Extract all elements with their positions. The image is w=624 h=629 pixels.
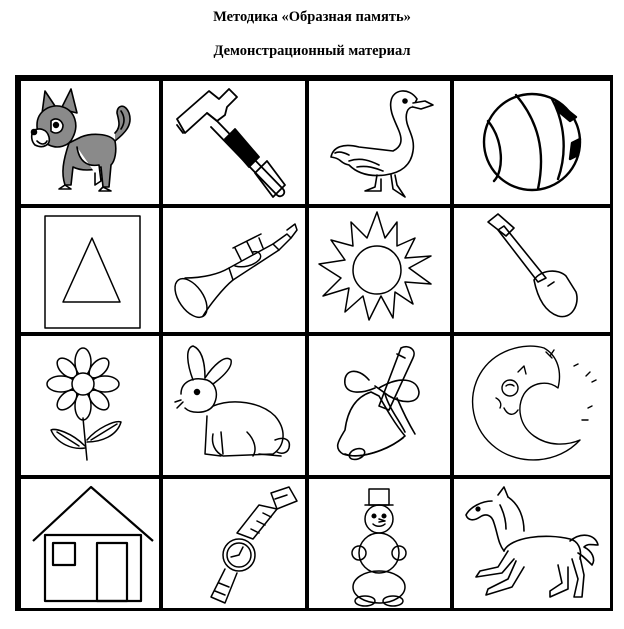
house-icon <box>21 479 159 608</box>
bell-icon <box>309 336 450 475</box>
cell-dog <box>21 81 159 204</box>
triangle-card-icon <box>21 208 159 332</box>
cell-triangle <box>21 208 159 332</box>
cell-ball <box>454 81 610 204</box>
cell-horse <box>454 479 610 608</box>
cell-trumpet <box>163 208 305 332</box>
cell-rabbit <box>163 336 305 475</box>
page-subtitle: Демонстрационный материал <box>213 43 411 59</box>
cell-sun <box>309 208 450 332</box>
cell-moon <box>454 336 610 475</box>
page-title: Методика «Образная память» <box>213 9 411 25</box>
picture-grid <box>15 75 613 611</box>
flower-icon <box>21 336 159 475</box>
snowman-icon <box>309 479 450 608</box>
cell-shovel <box>454 208 610 332</box>
cell-bell <box>309 336 450 475</box>
rabbit-icon <box>163 336 305 475</box>
cell-flower <box>21 336 159 475</box>
cell-snowman <box>309 479 450 608</box>
sun-icon <box>309 208 450 332</box>
ball-icon <box>454 81 610 204</box>
cell-goose <box>309 81 450 204</box>
horse-icon <box>454 479 610 608</box>
cell-house <box>21 479 159 608</box>
goose-icon <box>309 81 450 204</box>
cell-wristwatch <box>163 479 305 608</box>
hammer-icon <box>163 81 305 204</box>
dog-icon <box>21 81 159 204</box>
trumpet-icon <box>163 208 305 332</box>
wristwatch-icon <box>163 479 305 608</box>
moon-icon <box>454 336 610 475</box>
cell-hammer <box>163 81 305 204</box>
shovel-icon <box>454 208 610 332</box>
